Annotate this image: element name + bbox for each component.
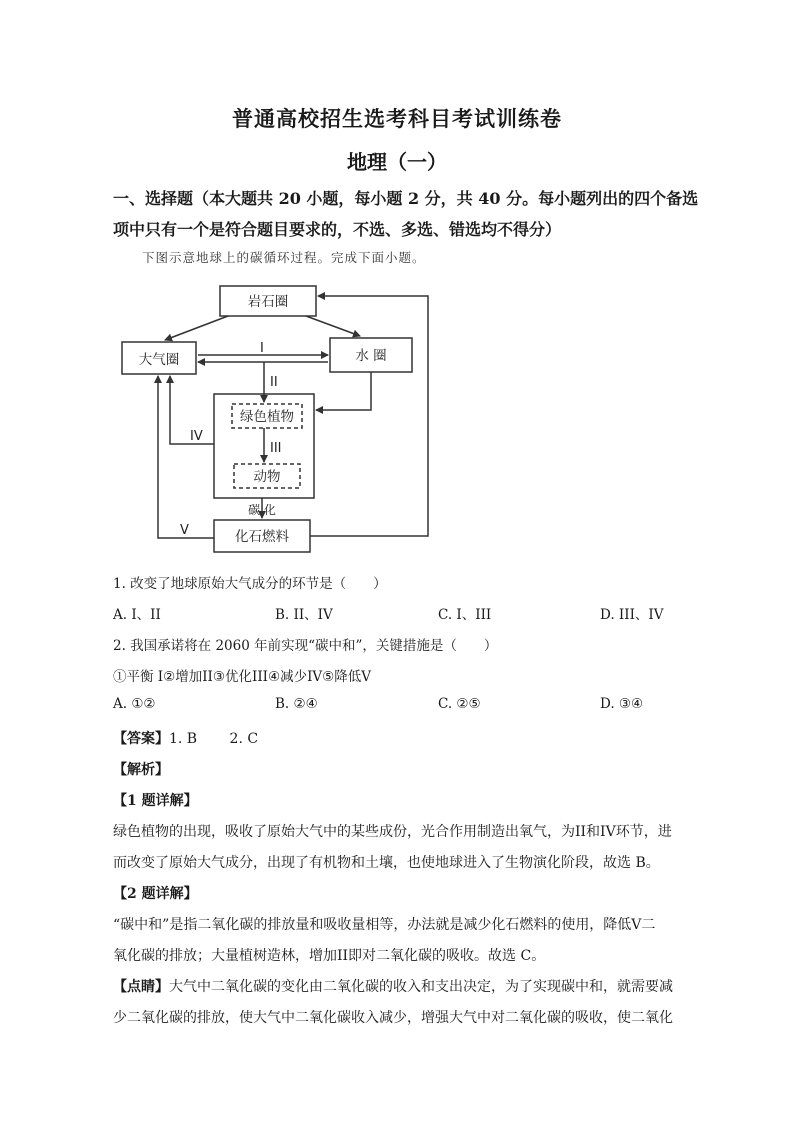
key-point-line2: 少二氧化碳的排放，使大气中二氧化碳收入减少，增强大气中对二氧化碳的吸收，使二氧化 — [113, 1010, 673, 1026]
q1-detail-line1: 绿色植物的出现，吸收了原始大气中的某些成份，光合作用制造出氧气，为II和IV环节，进 — [113, 824, 672, 840]
key-point-label: 【点睛】 — [113, 979, 169, 995]
question-1-option-b: B. II、IV — [275, 607, 333, 623]
carbonization-label: 碳 化 — [248, 503, 276, 517]
answer-text: 1. B 2. C — [169, 731, 259, 747]
fossil-label: 化石燃料 — [235, 529, 289, 545]
question-2-option-a: A. ①② — [113, 696, 156, 712]
label-III: III — [270, 441, 282, 456]
question-2-option-d: D. ③④ — [600, 696, 644, 712]
question-2-stem: 2. 我国承诺将在 2060 年前实现“碳中和”，关键措施是（ ） — [113, 638, 498, 654]
q2-detail-label: 【2 题详解】 — [113, 886, 198, 902]
question-1-stem: 1. 改变了地球原始大气成分的环节是（ ） — [113, 576, 387, 592]
q2-detail-line1: “碳中和”是指二氧化碳的排放量和吸收量相等，办法就是减少化石燃料的使用，降低V二 — [113, 917, 656, 933]
animals-label: 动物 — [253, 469, 281, 485]
label-IV: IV — [190, 429, 203, 444]
question-1-option-a: A. I、II — [113, 607, 161, 623]
key-point-line1 — [113, 976, 673, 996]
q1-detail-line2: 而改变了原始大气成分，出现了有机物和土壤，也使地球进入了生物演化阶段，故选 B。 — [113, 855, 660, 871]
section-heading-line1: 一、选择题（本大题共 20 小题，每小题 2 分，共 40 分。每小题列出的四个备选 — [113, 189, 699, 208]
question-2-choices: ①平衡 I②增加II③优化III④减少IV⑤降低V — [113, 669, 372, 685]
section-heading-line2: 项中只有一个是符合题目要求的，不选、多选、错选均不得分） — [113, 220, 562, 239]
question-2-option-b: B. ②④ — [275, 696, 318, 712]
question-1-option-c: C. I、III — [438, 607, 492, 623]
paper-title: 普通高校招生选考科目考试训练卷 — [232, 106, 562, 131]
q1-detail-label: 【1 题详解】 — [113, 793, 198, 809]
answer-label: 【答案】 — [113, 731, 169, 747]
label-V: V — [180, 523, 189, 538]
label-I: I — [260, 341, 264, 356]
question-intro: 下图示意地球上的碳循环过程。完成下面小题。 — [142, 250, 426, 265]
question-2-option-c: C. ②⑤ — [438, 696, 481, 712]
water-label: 水 圈 — [355, 348, 387, 364]
question-1-option-d: D. III、IV — [600, 607, 664, 623]
key-point-text: 大气中二氧化碳的变化由二氧化碳的收入和支出决定，为了实现碳中和，就需要减 — [169, 979, 673, 995]
paper-subtitle: 地理（一） — [347, 150, 447, 174]
analysis-label: 【解析】 — [113, 762, 169, 778]
q2-detail-line2: 氧化碳的排放；大量植树造林，增加II即对二氧化碳的吸收。故选 C。 — [113, 948, 546, 964]
answer-line — [113, 728, 258, 748]
plants-label: 绿色植物 — [240, 409, 294, 425]
label-II: II — [270, 375, 278, 390]
atmosphere-label: 大气圈 — [138, 352, 180, 368]
rock-label: 岩石圈 — [247, 294, 289, 310]
